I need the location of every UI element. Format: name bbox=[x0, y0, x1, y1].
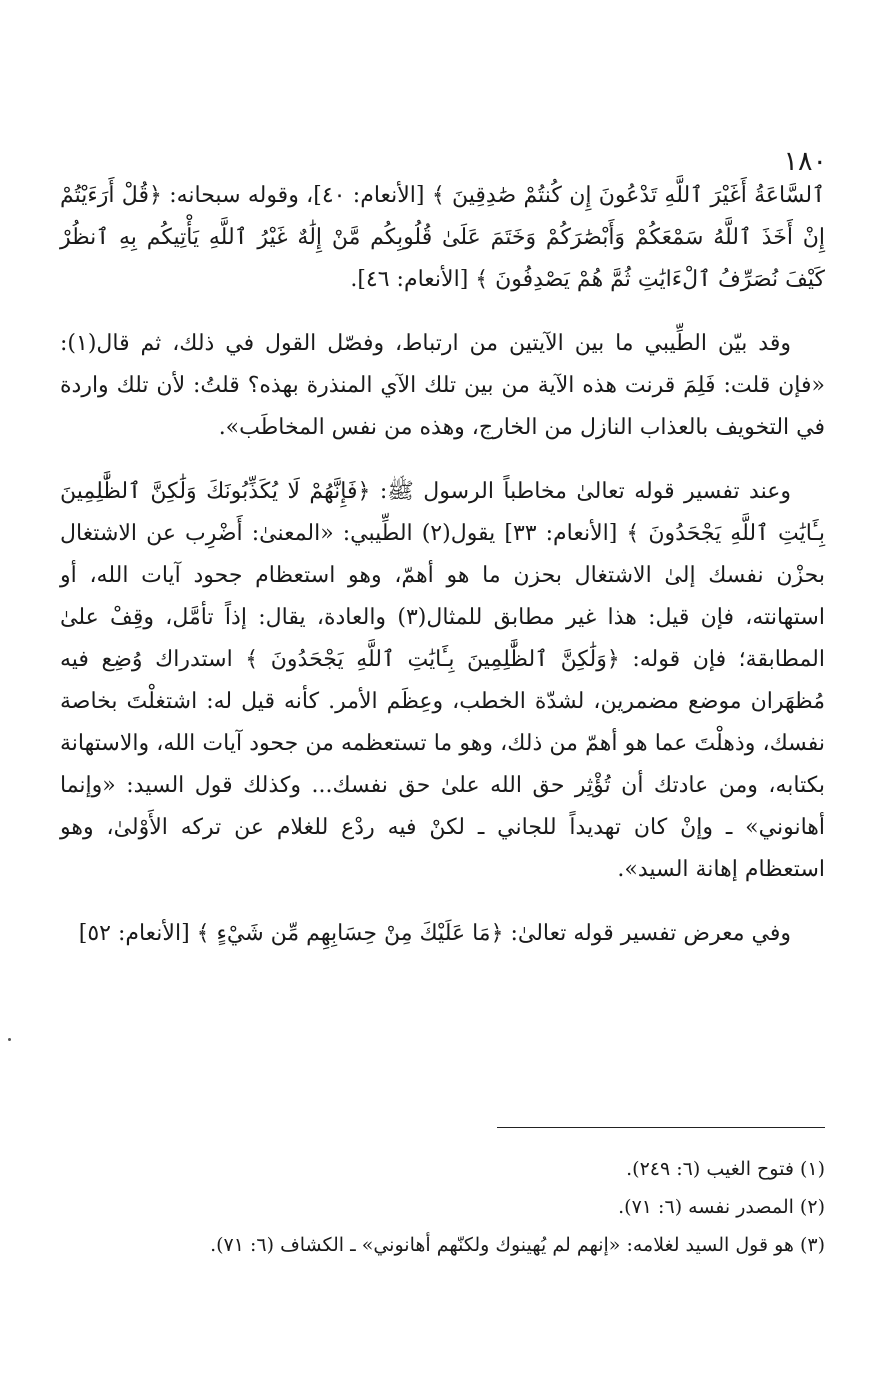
scan-speck bbox=[8, 1038, 11, 1041]
footnote-3: (٣) هو قول السيد لغلامه: «إنهم لم يُهينوك ولكنّهم أهانوني» ـ الكشاف (٦: ٧١). bbox=[210, 1234, 825, 1256]
paragraph-tibi-commentary: وعند تفسير قوله تعالىٰ مخاطباً الرسول ﷺ: ﴿فَإِنَّهُمْ لَا يُكَذِّبُونَكَ وَلَٰكِنَّ ٱلظَّٰلِمِينَ بِـَٔايَٰتِ ٱللَّهِ يَجْحَدُونَ ﴾ [الأنعام: ٣٣] يقول(٢) الطِّيبي: «المعنىٰ: أَضْرِب عن الاشتغال بحزْن نفسك إلىٰ الاشتغال بحزن ما هو أهمّ، وهو استعظام جحود آيات الله، أو استهانته، فإن قيل: هذا غير مطابق للمثال(٣) والعادة، يقال: إذاً تأمَّل، وقِفْ علىٰ المطابقة؛ فإن قوله: ﴿وَلَٰكِنَّ ٱلظَّٰلِمِينَ بِـَٔايَٰتِ ٱللَّهِ يَجْحَدُونَ ﴾ استدراك وُضِع فيه مُظهَران موضع مضمرين، لشدّة الخطب، وعِظَم الأمر. كأنه قيل له: اشتغلْتَ بخاصة نفسك، وذهلْتَ عما هو أهمّ من ذلك، وهو ما تستعظمه من جحود آيات الله، والاستهانة بكتابه، ومن عادتك أن تُؤْثِر حق الله علىٰ حق نفسك... وكذلك قول السيد: «وإنما أهانوني» ـ وإنْ كان تهديداً للجاني ـ لكنْ فيه ردْع للغلام عن تركه الأَوْلىٰ، وهو استعظام إهانة السيد». bbox=[60, 479, 825, 882]
footnotes bbox=[60, 1150, 825, 1264]
paragraph-tibi-link: وقد بيّن الطِّيبي ما بين الآيتين من ارتباط، وفصّل القول في ذلك، ثم قال(١): «فإن قلت: فَلِمَ قرنت هذه الآية من بين تلك الآي المنذرة بهذه؟ قلتُ: لأن تلك واردة في التخويف بالعذاب النازل من الخارج، وهذه من نفس المخاطَب». bbox=[60, 331, 825, 440]
footnote-2: (٢) المصدر نفسه (٦: ٧١). bbox=[618, 1196, 825, 1218]
paragraph-quran-citations: ٱلسَّاعَةُ أَغَيْرَ ٱللَّهِ تَدْعُونَ إِن كُنتُمْ صَٰدِقِينَ ﴾ [الأنعام: ٤٠]، وقوله سبحانه: ﴿قُلْ أَرَءَيْتُمْ إِنْ أَخَذَ ٱللَّهُ سَمْعَكُمْ وَأَبْصَٰرَكُمْ وَخَتَمَ عَلَىٰ قُلُوبِكُم مَّنْ إِلَٰهٌ غَيْرُ ٱللَّهِ يَأْتِيكُم بِهِ ٱنظُرْ كَيْفَ نُصَرِّفُ ٱلْءَايَٰتِ ثُمَّ هُمْ يَصْدِفُونَ ﴾ [الأنعام: ٤٦]. bbox=[60, 183, 825, 292]
footnote-1: (١) فتوح الغيب (٦: ٢٤٩). bbox=[626, 1158, 825, 1180]
body-text bbox=[60, 175, 825, 977]
paragraph-continuation: وفي معرض تفسير قوله تعالىٰ: ﴿مَا عَلَيْكَ مِنْ حِسَابِهِم مِّن شَيْءٍ ﴾ [الأنعام: ٥٢] bbox=[78, 921, 791, 946]
footnote-separator bbox=[497, 1127, 825, 1128]
page-number: ١٨٠ bbox=[783, 146, 827, 177]
